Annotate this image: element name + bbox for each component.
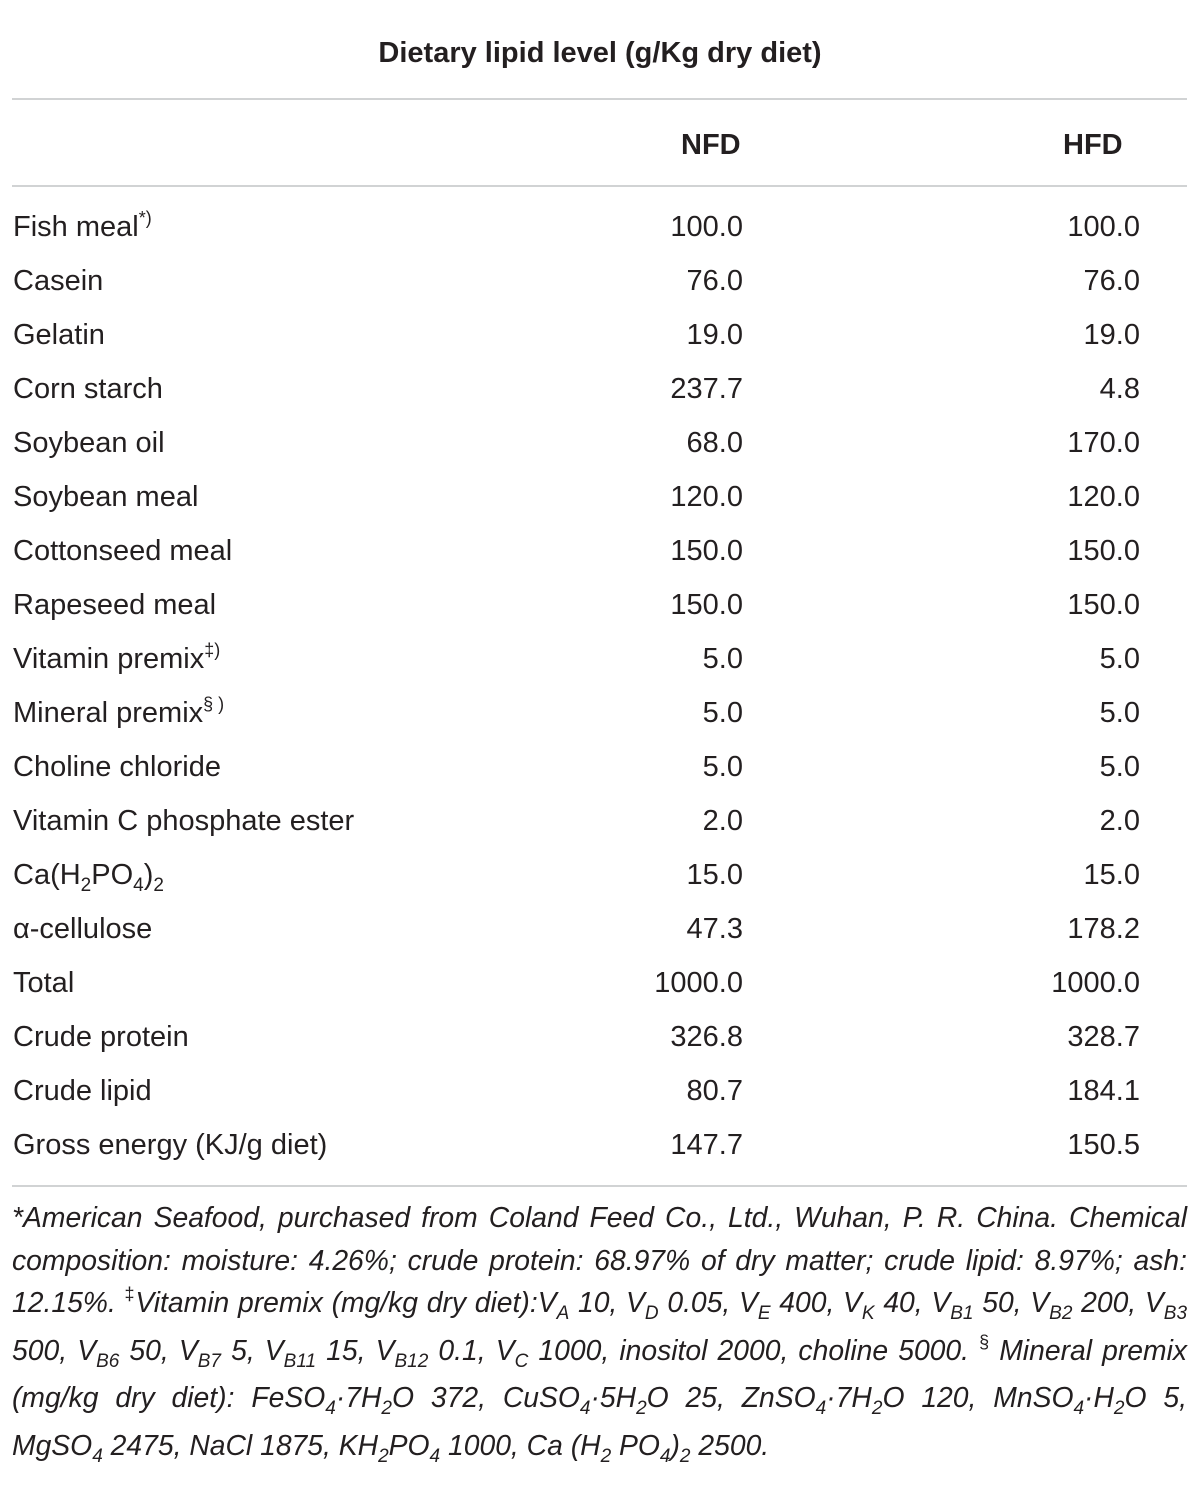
ingredient-label: Casein — [13, 265, 104, 297]
vitamin-name: V — [738, 1286, 758, 1318]
value-hfd: 76.0 — [1083, 265, 1140, 297]
value-hfd: 150.5 — [1067, 1129, 1140, 1161]
ingredient-name — [13, 800, 354, 842]
ingredient-label: Vitamin premix — [13, 643, 205, 675]
footnote-dagger-mark: ‡ — [124, 1284, 136, 1304]
table-row — [0, 956, 1200, 1010]
subscript: A — [556, 1303, 570, 1324]
formula-part: PO — [91, 859, 134, 891]
table-row — [0, 1118, 1200, 1172]
vitamin-value: 5, — [220, 1333, 265, 1366]
table-row — [0, 200, 1200, 254]
subscript: B12 — [394, 1350, 429, 1372]
value-hfd: 5.0 — [1099, 751, 1140, 783]
subscript: K — [861, 1303, 875, 1324]
vitamin-value: 1000, — [528, 1333, 620, 1366]
value-hfd: 120.0 — [1067, 481, 1140, 513]
table-row — [0, 308, 1200, 362]
mineral-part: PO — [611, 1428, 660, 1461]
ingredient-label: Crude lipid — [13, 1075, 152, 1107]
value-hfd: 2.0 — [1099, 805, 1140, 837]
value-hfd: 15.0 — [1083, 859, 1140, 891]
mineral-part: 1000, — [440, 1428, 527, 1461]
ingredient-name — [13, 260, 103, 302]
subscript: 4 — [133, 875, 144, 896]
mineral-part: PO — [388, 1428, 430, 1461]
ingredient-label: Gelatin — [13, 319, 105, 351]
table-row — [0, 254, 1200, 308]
value-nfd: 5.0 — [702, 697, 743, 729]
value-nfd: 5.0 — [702, 751, 743, 783]
subscript: 2 — [153, 875, 164, 896]
footnote-section-mark: § — [979, 1331, 990, 1352]
vitamin-value: 50, — [973, 1286, 1031, 1318]
ingredient-name — [13, 854, 164, 900]
ingredient-name — [13, 314, 105, 356]
footnote-mark: ‡) — [204, 640, 221, 660]
mineral-part: O 120, — [882, 1381, 994, 1413]
ingredient-name — [13, 746, 221, 788]
table-row — [0, 686, 1200, 740]
ingredient-name — [13, 422, 165, 464]
table-row — [0, 470, 1200, 524]
vitamin-name: V — [843, 1286, 862, 1318]
ingredient-label: Ca(H — [13, 859, 81, 891]
vitamin-name: V — [77, 1333, 97, 1366]
ingredient-label: Corn starch — [13, 373, 163, 405]
mineral-part: ) — [670, 1428, 680, 1461]
vitamin-value: 15, — [316, 1333, 376, 1366]
ingredient-label: Soybean meal — [13, 481, 199, 513]
subscript: B7 — [197, 1350, 221, 1372]
table-row — [0, 578, 1200, 632]
subscript: 2 — [636, 1398, 647, 1419]
value-nfd: 76.0 — [686, 265, 743, 297]
subscript: 4 — [429, 1445, 441, 1467]
ingredient-label: Fish meal — [13, 211, 139, 243]
vitamin-name: V — [1030, 1286, 1050, 1318]
mineral-part: MgSO — [12, 1428, 93, 1461]
value-nfd: 80.7 — [686, 1075, 743, 1107]
ingredient-label: Vitamin C phosphate ester — [13, 805, 355, 837]
subscript: 2 — [871, 1398, 883, 1419]
ingredient-label: Crude protein — [13, 1021, 189, 1053]
vitamin-name: V — [931, 1286, 951, 1318]
footnote-mark: § ) — [203, 694, 225, 714]
formula-part: ) — [143, 859, 154, 891]
value-nfd: 100.0 — [670, 211, 743, 243]
footnote-star-mark: * — [12, 1201, 24, 1233]
value-hfd: 184.1 — [1067, 1075, 1140, 1107]
ingredient-label: Soybean oil — [13, 427, 165, 459]
ingredient-label: Gross energy (KJ/g diet) — [13, 1129, 328, 1161]
ingredient-name — [13, 1124, 327, 1166]
table-body — [0, 200, 1200, 1172]
value-nfd: 68.0 — [686, 427, 743, 459]
vitamin-name: V — [626, 1286, 645, 1318]
ingredient-label: Choline chloride — [13, 751, 221, 783]
value-nfd: 47.3 — [686, 913, 743, 945]
ingredient-label: Total — [13, 967, 75, 999]
column-header-nfd: NFD — [681, 129, 741, 161]
ingredient-name — [13, 638, 220, 683]
footnote-text: Vitamin premix (mg/kg dry diet): — [135, 1286, 538, 1318]
table-row — [0, 1064, 1200, 1118]
ingredient-label: Mineral premix — [13, 697, 204, 729]
vitamin-name: V — [537, 1286, 557, 1318]
mineral-part: O 25, — [646, 1381, 742, 1413]
header-rule-top — [12, 98, 1187, 100]
mineral-part: FeSO — [251, 1381, 326, 1413]
table-row — [0, 416, 1200, 470]
table-title: Dietary lipid level (g/Kg dry diet) — [378, 37, 822, 69]
mineral-part: MnSO — [993, 1381, 1074, 1413]
table-row — [0, 632, 1200, 686]
vitamin-value: 0.05, — [658, 1286, 739, 1318]
subscript: 4 — [659, 1445, 671, 1467]
value-nfd: 19.0 — [686, 319, 743, 351]
subscript: 2 — [381, 1398, 392, 1419]
vitamin-name: V — [1144, 1286, 1164, 1318]
table-row — [0, 1010, 1200, 1064]
subscript: 2 — [378, 1445, 389, 1467]
mineral-part: ·5H — [590, 1381, 637, 1413]
mineral-part: NaCl 1875, — [189, 1428, 339, 1461]
value-hfd: 150.0 — [1067, 589, 1140, 621]
subscript: 2 — [600, 1445, 612, 1467]
value-nfd: 120.0 — [670, 481, 743, 513]
ingredient-name — [13, 908, 152, 950]
subscript: 2 — [1113, 1398, 1125, 1419]
subscript: C — [514, 1350, 529, 1372]
value-nfd: 237.7 — [670, 373, 743, 405]
mineral-part: ·H — [1084, 1381, 1114, 1413]
column-header-hfd: HFD — [1063, 129, 1123, 161]
vitamin-name: V — [375, 1333, 395, 1366]
vitamin-name: V — [178, 1333, 198, 1366]
vitamin-value: 0.1, — [428, 1333, 496, 1366]
vitamin-value: 500, — [12, 1333, 78, 1366]
header-rule-bottom — [12, 185, 1187, 187]
value-nfd: 5.0 — [702, 643, 743, 675]
value-hfd: 19.0 — [1083, 319, 1140, 351]
subscript: B3 — [1163, 1303, 1188, 1324]
value-nfd: 2.0 — [702, 805, 743, 837]
value-hfd: 178.2 — [1067, 913, 1140, 945]
value-hfd: 1000.0 — [1051, 967, 1140, 999]
ingredient-label: α-cellulose — [13, 913, 153, 945]
mineral-part: 2500. — [690, 1428, 770, 1461]
subscript: D — [644, 1303, 659, 1324]
footnote-text: inositol 2000, choline 5000. — [619, 1333, 980, 1366]
vitamin-value: 200, — [1072, 1286, 1145, 1318]
footnote-text: Mineral premix (mg/kg dry diet): — [12, 1333, 1188, 1413]
value-hfd: 150.0 — [1067, 535, 1140, 567]
mineral-part: KH — [338, 1428, 379, 1461]
vitamin-name: V — [264, 1333, 284, 1366]
table-footnote — [12, 1196, 1187, 1471]
mineral-part: Ca (H — [526, 1428, 601, 1461]
footnote-mark: *) — [138, 208, 152, 228]
subscript: 4 — [92, 1445, 103, 1467]
table-row — [0, 524, 1200, 578]
value-hfd: 170.0 — [1067, 427, 1140, 459]
vitamin-value: 400, — [770, 1286, 844, 1318]
ingredient-name — [13, 476, 198, 518]
mineral-part: ·7H — [335, 1381, 382, 1413]
ingredient-name — [13, 368, 163, 410]
subscript: 4 — [325, 1398, 336, 1419]
ingredient-name — [13, 962, 74, 1004]
table-row — [0, 902, 1200, 956]
ingredient-name — [13, 530, 232, 572]
subscript: B1 — [950, 1303, 974, 1324]
subscript: 2 — [679, 1445, 691, 1467]
subscript: E — [757, 1303, 771, 1324]
vitamin-name: V — [495, 1333, 515, 1366]
subscript: B2 — [1049, 1303, 1073, 1324]
ingredient-name — [13, 584, 216, 626]
ingredient-label: Rapeseed meal — [13, 589, 217, 621]
value-hfd: 5.0 — [1099, 697, 1140, 729]
value-hfd: 5.0 — [1099, 643, 1140, 675]
ingredient-name — [13, 692, 224, 737]
table-rule-bottom — [12, 1185, 1187, 1187]
ingredient-label: Cottonseed meal — [13, 535, 233, 567]
value-hfd: 328.7 — [1067, 1021, 1140, 1053]
mineral-part: O 372, — [392, 1381, 503, 1413]
value-hfd: 100.0 — [1067, 211, 1140, 243]
subscript: B11 — [283, 1350, 317, 1372]
value-nfd: 150.0 — [670, 589, 743, 621]
mineral-part: O 5, — [1124, 1381, 1187, 1413]
ingredient-name — [13, 1070, 152, 1112]
table-row — [0, 848, 1200, 902]
subscript: B6 — [96, 1350, 120, 1372]
value-nfd: 147.7 — [670, 1129, 743, 1161]
mineral-part: ZnSO — [741, 1381, 816, 1413]
table-row — [0, 362, 1200, 416]
mineral-part: ·7H — [826, 1381, 872, 1413]
value-nfd: 326.8 — [670, 1021, 743, 1053]
footnote-text: American Seafood, purchased from Coland Feed Co., Ltd., Wuhan, P. R. China. Chemical composition: moisture: 4.26%; crude protein: 68.97% of dry matter; crude lipid: 8.97%; ash: 12.15%. — [12, 1201, 1187, 1318]
mineral-part: CuSO — [502, 1381, 580, 1413]
vitamin-value: 10, — [569, 1286, 627, 1318]
subscript: 4 — [815, 1398, 827, 1419]
value-nfd: 150.0 — [670, 535, 743, 567]
ingredient-name — [13, 206, 152, 251]
value-hfd: 4.8 — [1099, 373, 1140, 405]
table-row — [0, 794, 1200, 848]
subscript: 2 — [80, 875, 92, 896]
vitamin-value: 40, — [874, 1286, 932, 1318]
mineral-part: 2475, — [102, 1428, 190, 1461]
ingredient-name — [13, 1016, 189, 1058]
table-row — [0, 740, 1200, 794]
value-nfd: 15.0 — [686, 859, 743, 891]
subscript: 4 — [579, 1398, 591, 1419]
value-nfd: 1000.0 — [654, 967, 743, 999]
vitamin-value: 50, — [119, 1333, 179, 1366]
subscript: 4 — [1073, 1398, 1085, 1419]
